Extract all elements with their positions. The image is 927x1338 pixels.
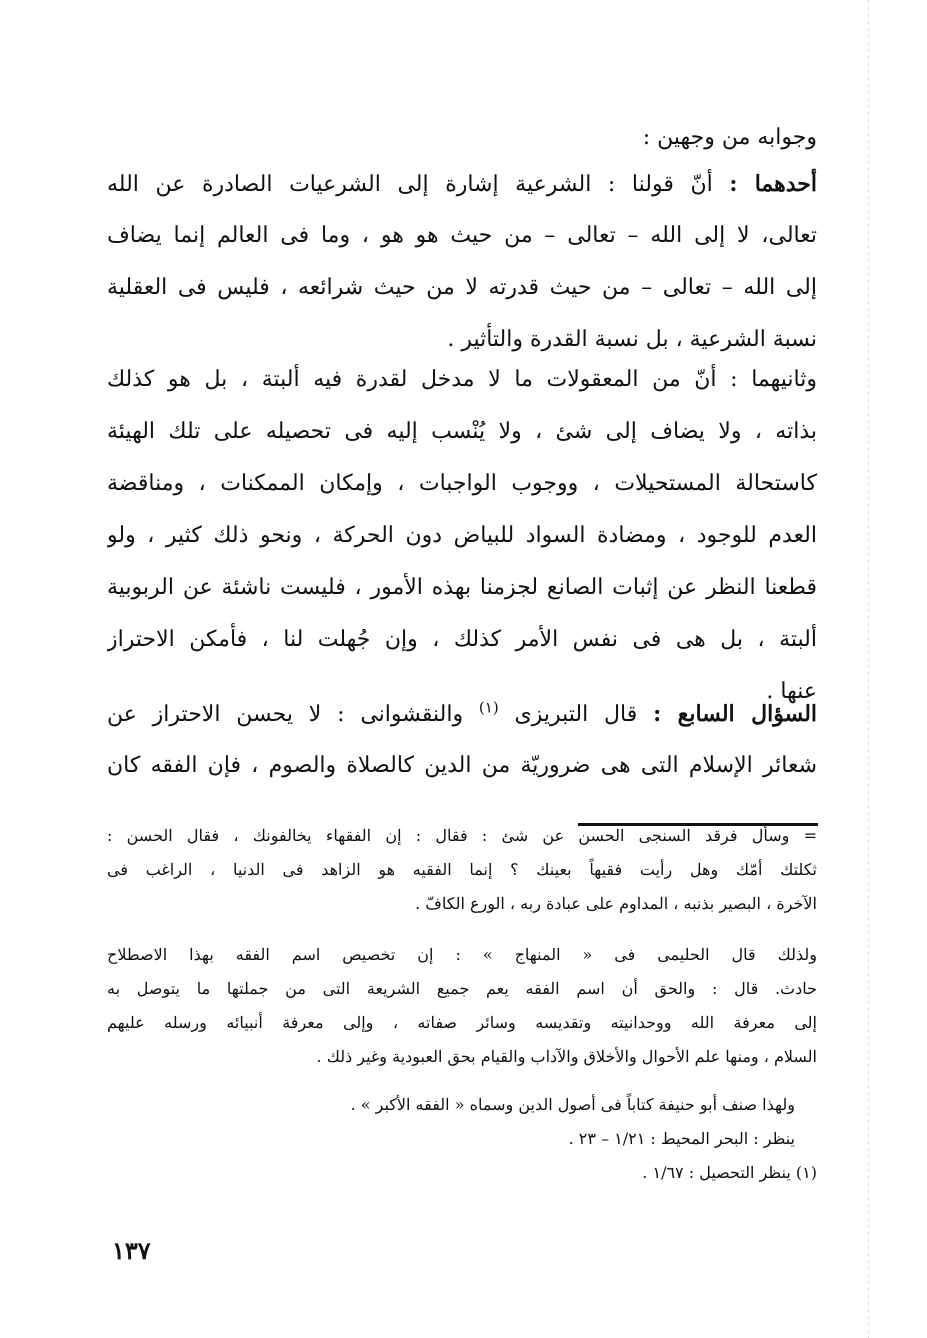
question-line-2: شعائر الإسلام التى هى ضروريّة من الدين كالصلاة والصوم ، فإن الفقه كان	[107, 753, 817, 778]
second-answer-line-7: عنها .	[766, 679, 817, 704]
footnote-line: ولهذا صنف أبو حنيفة كتاباً فى أصول الدين وسماه « الفقه الأكبر » .	[350, 1095, 795, 1114]
footnotes-block-2	[107, 938, 817, 1074]
page-number: ١٣٧	[112, 1236, 151, 1265]
first-answer-line-3: إلى الله – تعالى – من حيث قدرته لا من حيث شرائعه ، فليس فى العقلية	[107, 275, 817, 300]
seventh-question-paragraph	[107, 688, 817, 792]
footnote-line: حادث. قال : والحق أن اسم الفقه يعم جميع الشريعة التى من جملتها ما يتوصل به	[107, 979, 817, 998]
footnote-line: الآخرة ، البصير بذنبه ، المداوم على عبادة ربه ، الورع الكافّ .	[415, 894, 817, 913]
second-answer-line-5: قطعنا النظر عن إثبات الصانع لجزمنا بهذه الأمور ، فليست ناشئة عن الربوبية	[107, 575, 817, 600]
footnote-line: ينظر : البحر المحيط : ١/٢١ – ٢٣ .	[568, 1129, 795, 1148]
second-answer-line-2: بذاته ، ولا يضاف إلى شئ ، ولا يُنْسب إليه فى تحصيله على تلك الهيئة	[107, 419, 817, 444]
intro-paragraph	[107, 112, 817, 164]
footnote-line: إلى معرفة الله ووحدانيته وتقديسه وسائر صفاته ، وإلى معرفة أنبيائه ورسله عليهم	[107, 1013, 817, 1032]
footnote-line: = وسأل فرقد السنجى الحسن عن شئ : فقال : إن الفقهاء يخالفونك ، فقال الحسن :	[107, 826, 817, 845]
page-edge-line	[868, 0, 869, 1338]
second-answer-line-1: وثانيهما : أنّ من المعقولات ما لا مدخل لقدرة فيه ألبتة ، بل هو كذلك	[107, 367, 817, 392]
first-answer-line-4: نسبة الشرعية ، بل نسبة القدرة والتأثير .	[447, 327, 817, 352]
second-answer-paragraph	[107, 354, 817, 718]
question-label: السؤال السابع :	[653, 701, 817, 727]
first-answer-line-1: أحدهما : أنّ قولنا : الشرعية إشارة إلى الشرعيات الصادرة عن الله	[107, 171, 817, 197]
first-answer-label: أحدهما :	[729, 171, 817, 197]
footnote-line: ثكلتك أمّك وهل رأيت فقيهاً بعينك ؟ إنما الفقيه هو الزاهد فى الدنيا ، الراغب فى	[107, 860, 817, 879]
footnote-line: (١) ينظر التحصيل : ١/٦٧ .	[642, 1163, 817, 1182]
footnotes-block-3	[107, 1088, 817, 1190]
second-answer-line-4: العدم للوجود ، ومضادة السواد للبياض دون الحركة ، ونحو ذلك كثير ، ولو	[107, 523, 817, 548]
intro-line: وجوابه من وجهين :	[642, 125, 817, 150]
footnote-line: السلام ، ومنها علم الأحوال والأخلاق والآداب والقيام بحق العبودية وغير ذلك .	[316, 1047, 817, 1066]
footnote-line: ولذلك قال الحليمى فى « المنهاج » : إن تخصيص اسم الفقه بهذا الاصطلاح	[107, 945, 817, 964]
second-answer-line-6: ألبتة ، بل هى فى نفس الأمر كذلك ، وإن جُهلت لنا ، فأمكن الاحتراز	[107, 627, 817, 652]
footnote-reference: (١)	[478, 698, 499, 717]
first-answer-line-2: تعالى، لا إلى الله – تعالى – من حيث هو هو ، وما فى العالم إنما يضاف	[107, 223, 817, 248]
question-line-1: السؤال السابع : قال التبريزى $^{(١)}$ والنقشوانى : لا يحسن الاحتراز عن	[107, 698, 817, 727]
first-answer-paragraph	[107, 158, 817, 366]
second-answer-line-3: كاستحالة المستحيلات ، ووجوب الواجبات ، وإمكان الممكنات ، ومناقضة	[107, 471, 817, 496]
footnotes-block-1	[107, 819, 817, 921]
